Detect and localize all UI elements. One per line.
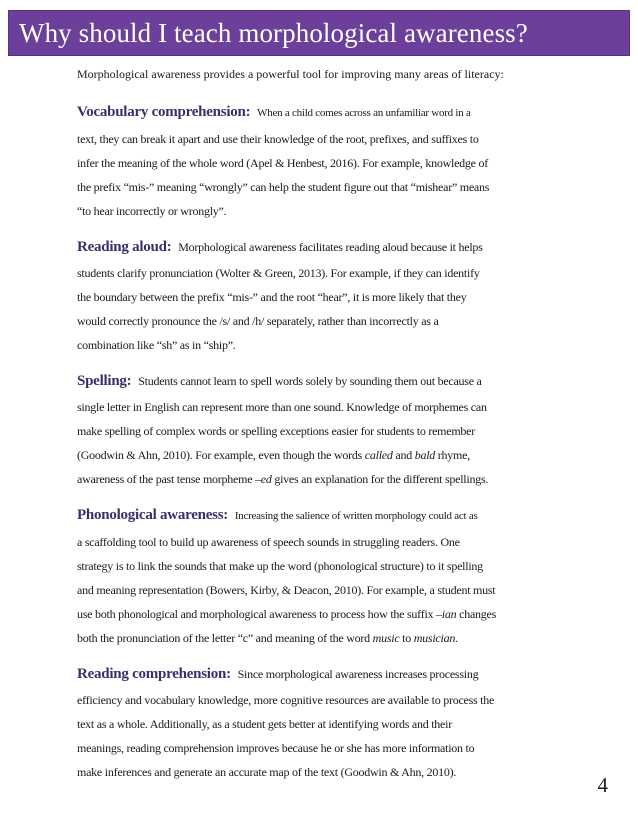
- line-text: use both phonological and morphological awareness to process how the suffix –: [77, 607, 442, 621]
- paragraph-line: [77, 467, 567, 491]
- paragraph-line: combination like “sh” as in “ship”.: [77, 338, 236, 352]
- section-spelling: [77, 367, 567, 491]
- line-text: both the pronunciation of the letter “c” and meaning of the word: [77, 631, 373, 645]
- section-lead-text: Increasing the salience of written morphology could act as: [234, 510, 478, 522]
- paragraph-line: students clarify pronunciation (Wolter & Green, 2013). For example, if they can identify: [77, 266, 480, 280]
- page-title: Why should I teach morphological awareness?: [19, 17, 528, 48]
- section-heading: Phonological awareness:: [77, 507, 229, 523]
- line-text: changes: [456, 607, 497, 621]
- italic-word: ed: [260, 472, 272, 486]
- paragraph-line: the prefix “mis-” meaning “wrongly” can help the student figure out that “mishear” means: [77, 180, 490, 194]
- section-phonological: [77, 501, 567, 650]
- paragraph-line: text, they can break it apart and use their knowledge of the root, prefixes, and suffixes to: [77, 132, 479, 146]
- paragraph-line: and meaning representation (Bowers, Kirby, & Deacon, 2010). For example, a student must: [77, 583, 496, 597]
- page-number: 4: [597, 773, 608, 797]
- section-vocabulary: [77, 98, 567, 223]
- paragraph-line: a scaffolding tool to build up awareness of speech sounds in struggling readers. One: [77, 535, 460, 549]
- paragraph-line: meanings, reading comprehension improves because he or she has more information to: [77, 741, 475, 755]
- section-heading: Reading comprehension:: [77, 666, 231, 682]
- section-lead-text: Students cannot learn to spell words solely by sounding them out because a: [138, 374, 482, 388]
- paragraph-line: efficiency and vocabulary knowledge, more cognitive resources are available to process the: [77, 693, 495, 707]
- paragraph-line: make inferences and generate an accurate map of the text (Goodwin & Ahn, 2010).: [77, 765, 457, 779]
- paragraph-line: [77, 443, 567, 467]
- paragraph-line: the boundary between the prefix “mis-” and the root “hear”, it is more likely that they: [77, 290, 467, 304]
- paragraph-line: strategy is to link the sounds that make up the word (phonological structure) to it spelling: [77, 559, 483, 573]
- italic-word: musician: [413, 631, 456, 645]
- line-text: .: [455, 631, 458, 645]
- italic-word: called: [364, 448, 393, 462]
- section-lead-text: Since morphological awareness increases processing: [237, 667, 479, 681]
- paragraph-line: [77, 602, 567, 626]
- section-reading-aloud: [77, 233, 567, 357]
- paragraph-line: infer the meaning of the whole word (Apel & Henbest, 2016). For example, knowledge of: [77, 156, 488, 170]
- paragraph-line: “to hear incorrectly or wrongly”.: [77, 204, 227, 218]
- body-text: [77, 66, 567, 794]
- line-text: gives an explanation for the different spellings.: [271, 472, 489, 486]
- section-first-line: [77, 660, 567, 688]
- intro-paragraph: Morphological awareness provides a powerful tool for improving many areas of literacy:: [77, 67, 504, 81]
- section-heading: Reading aloud:: [77, 239, 172, 255]
- line-text: and: [392, 448, 415, 462]
- section-first-line: [77, 233, 567, 261]
- section-heading: Vocabulary comprehension:: [77, 104, 251, 120]
- section-lead-text: Morphological awareness facilitates reading aloud because it helps: [178, 240, 483, 254]
- paragraph-line: [77, 626, 567, 650]
- section-first-line: [77, 501, 567, 530]
- italic-word: music: [372, 631, 400, 645]
- paragraph-line: text as a whole. Additionally, as a student gets better at identifying words and their: [77, 717, 452, 731]
- section-first-line: [77, 367, 567, 395]
- line-text: (Goodwin & Ahn, 2010). For example, even though the words: [77, 448, 365, 462]
- italic-word: bald: [414, 448, 436, 462]
- section-lead-text: When a child comes across an unfamiliar word in a: [257, 107, 471, 119]
- line-text: to: [399, 631, 414, 645]
- paragraph-line: single letter in English can represent more than one sound. Knowledge of morphemes can: [77, 400, 487, 414]
- italic-word: ian: [441, 607, 457, 621]
- paragraph-line: would correctly pronounce the /s/ and /h/ separately, rather than incorrectly as a: [77, 314, 439, 328]
- line-text: awareness of the past tense morpheme –: [77, 472, 261, 486]
- section-heading: Spelling:: [77, 373, 132, 389]
- line-text: rhyme,: [435, 448, 470, 462]
- title-banner: [8, 10, 630, 56]
- section-reading-comprehension: [77, 660, 567, 784]
- section-first-line: [77, 98, 567, 127]
- paragraph-line: make spelling of complex words or spelling exceptions easier for students to remember: [77, 424, 475, 438]
